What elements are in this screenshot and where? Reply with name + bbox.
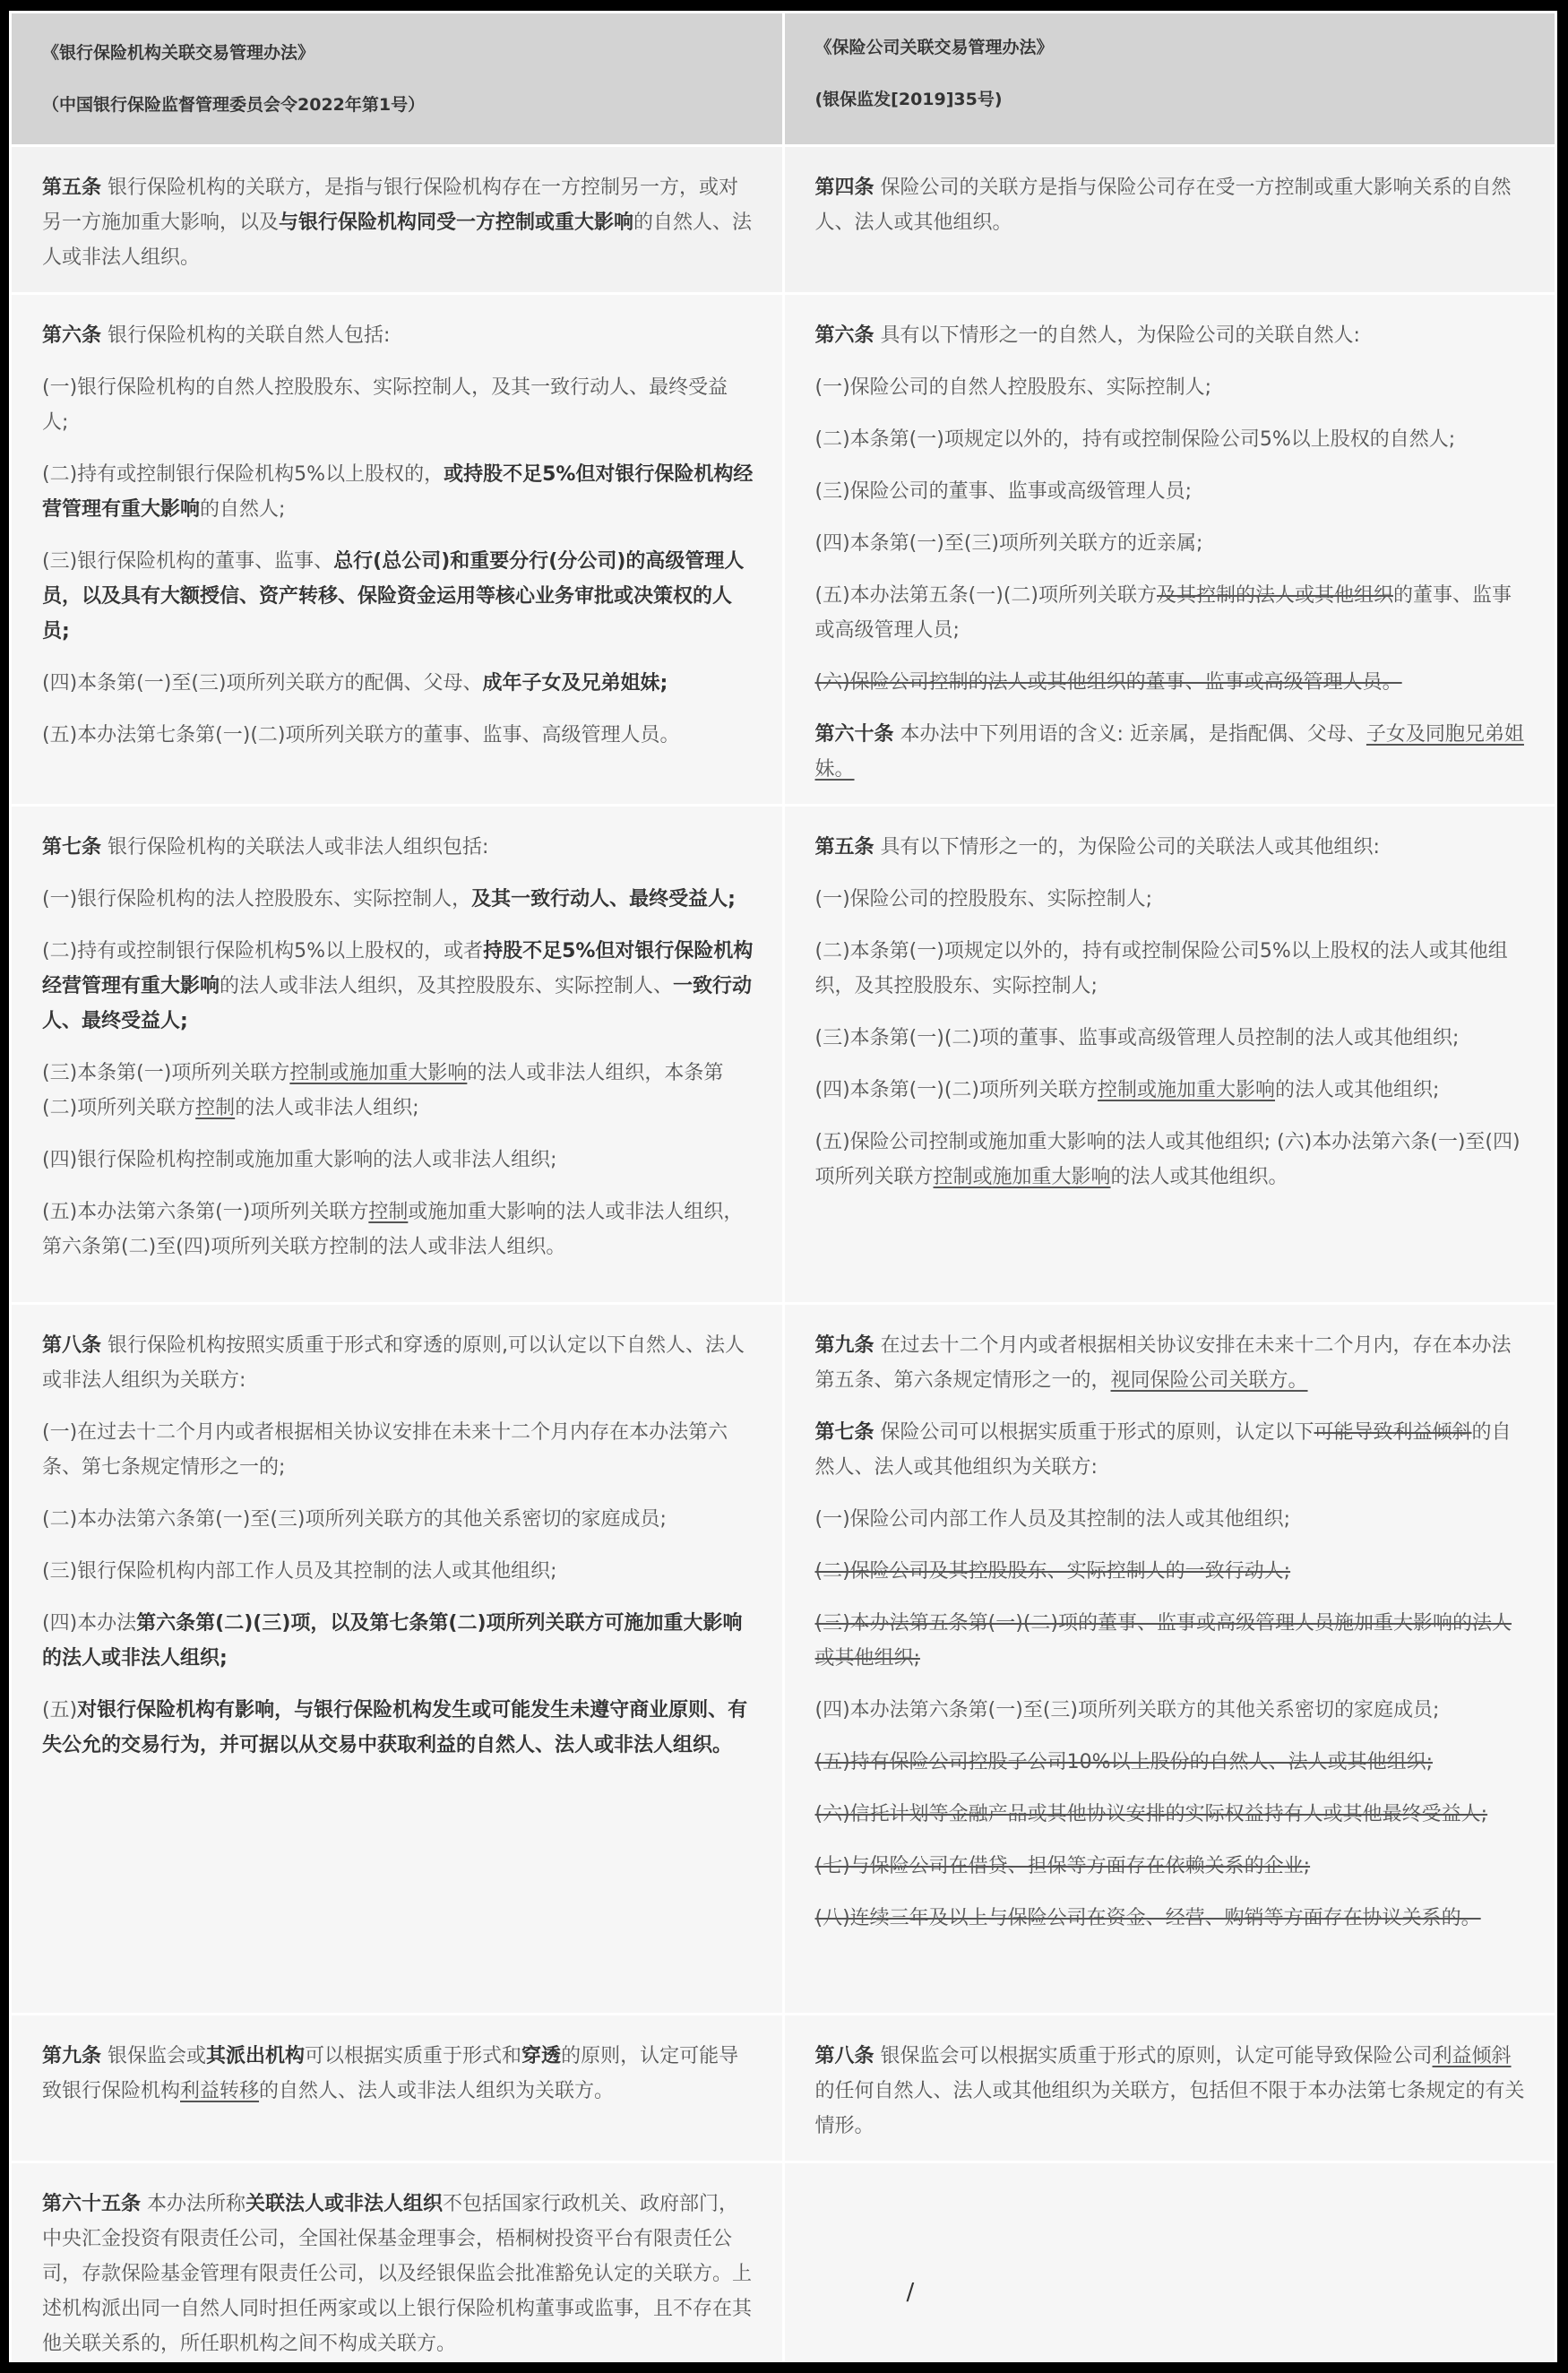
deleted-text: (二)保险公司及其控股股东、实际控制人的一致行动人; [814, 1560, 1291, 1583]
article-number: 第六十五条 [42, 2193, 142, 2215]
bold-text: 对银行保险机构有影响，与银行保险机构发生或可能发生未遵守商业原则、有失公允的交易行为，并可据以从交易中获取利益的自然人、法人或非法人组织。 [42, 1699, 748, 1756]
text: (五)保险公司控制或施加重大影响的法人或其他组织; (六)本办法第六条(一)至(四)项所列关联方 [814, 1131, 1521, 1188]
underlined-text: 利益转移 [180, 2080, 260, 2102]
item-paragraph [42, 666, 754, 701]
text: 在过去十二个月内或者根据相关协议安排在未来十二个月内，存在本办法第五条、第六条规定情形之一的， [814, 1334, 1512, 1392]
text: (一)在过去十二个月内或者根据相关协议安排在未来十二个月内存在本办法第六条、第七条规定情形之一的; [42, 1421, 728, 1479]
text: 的任何自然人、法人或其他组织为关联方，包括但不限于本办法第七条规定的有关情形。 [814, 2080, 1525, 2137]
bold-text: 及其一致行动人、最终受益人; [471, 888, 736, 910]
item-paragraph [42, 1693, 754, 1763]
text: 的自然人; [200, 498, 286, 521]
text: (一)保险公司的自然人控股股东、实际控制人; [814, 376, 1212, 399]
article-number: 第七条 [42, 836, 102, 859]
article-paragraph [815, 1415, 1527, 1485]
text: 银行保险机构的关联法人或非法人组织包括: [101, 836, 489, 859]
article-paragraph [815, 2039, 1527, 2144]
underlined-text: 控制或施加重大影响 [289, 1062, 468, 1084]
text: (四)本条第(一)至(三)项所列关联方的近亲属; [814, 532, 1203, 555]
text: 的自然人、法人或非法人组织为关联方。 [259, 2080, 615, 2102]
article-number: 第六条 [814, 324, 874, 347]
underlined-text: 控制 [195, 1097, 236, 1119]
article-paragraph [815, 318, 1527, 353]
text: 保险公司的关联方是指与保险公司存在受一方控制或重大影响关系的自然人、法人或其他组织。 [814, 177, 1512, 234]
text: 不包括国家行政机关、政府部门，中央汇金投资有限责任公司，全国社保基金理事会，梧桐树投资平台有限责任公司，存款保险基金管理有限责任公司，以及经银保监会批准豁免认定的关联方。上述机构派出同一自然人同时担任两家或以上银行保险机构董事或监事，且不存在其他关联关系的，所任职机构之间不构成关联方。 [42, 2193, 753, 2355]
left-cell [12, 147, 782, 292]
text: 可以根据实质重于形式和 [305, 2045, 522, 2067]
text: 的原则，认定可能导致银行保险机构 [42, 2045, 739, 2102]
item-paragraph-deleted [815, 1901, 1527, 1936]
right-regulation-title: 《保险公司关联交易管理办法》 [814, 38, 1054, 57]
article-paragraph [42, 1328, 754, 1398]
text: (三)银行保险机构内部工作人员及其控制的法人或其他组织; [42, 1560, 557, 1583]
bold-text: 与银行保险机构同受一方控制或重大影响 [279, 211, 634, 234]
article-paragraph [42, 2187, 754, 2361]
text: (四)本条第(一)至(三)项所列关联方的配偶、父母、 [42, 672, 483, 695]
item-paragraph [42, 1143, 754, 1178]
deleted-text: 可能导致利益倾斜 [1314, 1421, 1472, 1444]
item-paragraph-deleted [815, 1849, 1527, 1884]
article-number: 第九条 [814, 1334, 874, 1357]
article-paragraph [42, 170, 754, 275]
item-paragraph [815, 578, 1527, 648]
item-paragraph [42, 457, 754, 527]
text: 的法人或非法人组织，及其控股股东、实际控制人、 [220, 975, 674, 997]
item-paragraph [815, 526, 1527, 561]
item-paragraph [42, 370, 754, 440]
underlined-text: 控制或施加重大影响 [933, 1166, 1111, 1188]
text: (二)持有或控制银行保险机构5%以上股权的， [42, 463, 444, 486]
text: (一)保险公司的控股股东、实际控制人; [814, 888, 1153, 910]
left-cell [12, 295, 782, 804]
text: 银行保险机构按照实质重于形式和穿透的原则,可以认定以下自然人、法人或非法人组织为关联方: [42, 1334, 745, 1392]
bold-text: 一致行动人、最终受益人; [42, 975, 753, 1032]
text: (四)本条第(一)(二)项所列关联方 [814, 1079, 1098, 1101]
text: (二)本条第(一)项规定以外的，持有或控制保险公司5%以上股权的法人或其他组织，及其控股股东、实际控制人; [814, 940, 1508, 997]
text: 的法人或非法人组织; [235, 1097, 419, 1119]
text: (四)本办法 [42, 1612, 137, 1635]
article-number: 第九条 [42, 2045, 102, 2067]
article-number: 第八条 [42, 1334, 102, 1357]
bold-text: 或持股不足5%但对银行保险机构经营管理有重大影响 [42, 463, 754, 521]
text: 的法人或其他组织。 [1110, 1166, 1288, 1188]
text: 本办法所称 [141, 2193, 246, 2215]
bold-text: 其派出机构 [206, 2045, 306, 2067]
item-paragraph [815, 1073, 1527, 1108]
item-paragraph [815, 422, 1527, 457]
deleted-text: (六)保险公司控制的法人或其他组织的董事、监事或高级管理人员。 [814, 671, 1402, 694]
text: 的自然人、法人或非法人组织。 [42, 211, 753, 269]
text: (一)保险公司内部工作人员及其控制的法人或其他组织; [814, 1508, 1291, 1531]
article-number: 第六十条 [814, 723, 894, 746]
item-paragraph [42, 1415, 754, 1485]
item-paragraph [42, 1606, 754, 1676]
left-cell [12, 807, 782, 1302]
item-paragraph [815, 934, 1527, 1004]
text: (四)银行保险机构控制或施加重大影响的法人或非法人组织; [42, 1149, 557, 1171]
text: (一)银行保险机构的法人控股股东、实际控制人， [42, 888, 472, 910]
article-paragraph [42, 318, 754, 353]
table-row [12, 295, 1555, 804]
item-paragraph [42, 718, 754, 753]
text: 的法人或非法人组织，本条第(二)项所列关联方 [42, 1062, 724, 1119]
bold-text: 持股不足5%但对银行保险机构经营管理有重大影响 [42, 940, 754, 997]
right-cell [785, 147, 1555, 292]
text: (四)本办法第六条第(一)至(三)项所列关联方的其他关系密切的家庭成员; [814, 1699, 1440, 1722]
right-cell [785, 295, 1555, 804]
article-number: 第八条 [814, 2045, 874, 2067]
right-cell [785, 807, 1555, 1302]
text: 银行保险机构的关联方，是指与银行保险机构存在一方控制另一方，或对另一方施加重大影响，以及 [42, 177, 739, 234]
right-cell [785, 1305, 1555, 2013]
left-regulation-number: （中国银行保险监督管理委员会令2022年第1号） [42, 95, 426, 115]
article-paragraph [42, 830, 754, 865]
right-cell [785, 2015, 1555, 2161]
text: (三)保险公司的董事、监事或高级管理人员; [814, 480, 1193, 503]
left-cell [12, 2015, 782, 2161]
bold-text: 成年子女及兄弟姐妹; [482, 672, 668, 695]
item-paragraph [42, 934, 754, 1039]
text: (一)银行保险机构的自然人控股股东、实际控制人，及其一致行动人、最终受益人; [42, 376, 728, 434]
item-paragraph [815, 882, 1527, 917]
text: (五) [42, 1699, 78, 1722]
article-number: 第六条 [42, 324, 102, 347]
text: 具有以下情形之一的自然人，为保险公司的关联自然人: [874, 324, 1360, 347]
text: 本办法中下列用语的含义: 近亲属，是指配偶、父母、 [893, 723, 1366, 746]
right-cell-empty [785, 2163, 1555, 2362]
bold-text: 第六条第(二)(三)项，以及第七条第(二)项所列关联方可施加重大影响的法人或非法人组织; [42, 1612, 743, 1670]
item-paragraph-deleted [815, 1554, 1527, 1589]
deleted-text: (三)本办法第五条第(一)(二)项的董事、监事或高级管理人员施加重大影响的法人或其他组织; [814, 1612, 1512, 1670]
article-number: 第四条 [814, 177, 874, 199]
text: 的自然人、法人或其他组织为关联方: [814, 1421, 1512, 1479]
deleted-text: 及其控制的法人或其他组织 [1157, 584, 1394, 607]
text: (二)持有或控制银行保险机构5%以上股权的，或者 [42, 940, 484, 962]
item-paragraph-deleted [815, 665, 1527, 700]
text: (三)本条第(一)(二)项的董事、监事或高级管理人员控制的法人或其他组织; [814, 1027, 1460, 1049]
bold-text: 总行(总公司)和重要分行(分公司)的高级管理人员，以及具有大额授信、资产转移、保险资金运用等核心业务审批或决策权的人员; [42, 550, 745, 643]
item-paragraph [42, 1554, 754, 1589]
text: (五)本办法第七条第(一)(二)项所列关联方的董事、监事、高级管理人员。 [42, 724, 680, 746]
deleted-text: (八)连续三年及以上与保险公司在资金、经营、购销等方面存在协议关系的。 [814, 1907, 1481, 1929]
text: (五)本办法第六条第(一)项所列关联方 [42, 1201, 369, 1223]
item-paragraph-deleted [815, 1797, 1527, 1832]
deleted-text: (五)持有保险公司控股子公司10%以上股份的自然人、法人或其他组织; [814, 1751, 1433, 1773]
text: 或施加重大影响的法人或非法人组织，第六条第(二)至(四)项所列关联方控制的法人或非法人组织。 [42, 1201, 744, 1258]
deleted-text: (六)信托计划等金融产品或其他协议安排的实际权益持有人或其他最终受益人; [814, 1803, 1488, 1825]
bold-text: 穿透 [521, 2045, 562, 2067]
article-paragraph [42, 2039, 754, 2109]
item-paragraph [42, 544, 754, 649]
text: (三)本条第(一)项所列关联方 [42, 1062, 290, 1084]
item-paragraph [815, 370, 1527, 405]
item-paragraph-deleted [815, 1606, 1527, 1676]
regulation-comparison-table [9, 11, 1557, 2362]
table-row [12, 1305, 1555, 2013]
document-page [9, 11, 1557, 2362]
table-row [12, 807, 1555, 1302]
article-paragraph [815, 717, 1527, 787]
text: 的董事、监事或高级管理人员; [814, 584, 1512, 642]
header-left-regulation [12, 13, 782, 144]
text: (三)银行保险机构的董事、监事、 [42, 550, 334, 573]
text: (二)本办法第六条第(一)至(三)项所列关联方的其他关系密切的家庭成员; [42, 1508, 667, 1531]
article-paragraph [815, 830, 1527, 865]
text: 的法人或其他组织; [1275, 1079, 1440, 1101]
underlined-text: 控制 [368, 1201, 409, 1223]
left-cell [12, 1305, 782, 2013]
text: 银行保险机构的关联自然人包括: [101, 324, 391, 347]
left-regulation-title: 《银行保险机构关联交易管理办法》 [42, 43, 315, 63]
underlined-text: 利益倾斜 [1432, 2045, 1512, 2067]
text: (五)本办法第五条(一)(二)项所列关联方 [814, 584, 1157, 607]
item-paragraph [815, 1693, 1527, 1728]
text: 银保监会可以根据实质重于形式的原则，认定可能导致保险公司 [874, 2045, 1433, 2067]
deleted-text: (七)与保险公司在借贷、担保等方面存在依赖关系的企业; [814, 1855, 1311, 1877]
table-row [12, 2163, 1555, 2362]
not-applicable-mark: / [906, 2279, 915, 2306]
text: 银保监会或 [101, 2045, 207, 2067]
table-row [12, 147, 1555, 292]
item-paragraph [42, 1056, 754, 1126]
item-paragraph [815, 1502, 1527, 1537]
underlined-text: 控制或施加重大影响 [1098, 1079, 1276, 1101]
item-paragraph-deleted [815, 1745, 1527, 1780]
header-right-regulation [785, 13, 1555, 144]
article-paragraph [815, 170, 1527, 240]
text: 保险公司可以根据实质重于形式的原则，认定以下 [874, 1421, 1314, 1444]
text: 具有以下情形之一的，为保险公司的关联法人或其他组织: [874, 836, 1380, 859]
item-paragraph [815, 1125, 1527, 1195]
left-cell [12, 2163, 782, 2362]
table-header-row [12, 13, 1555, 144]
item-paragraph [42, 1195, 754, 1264]
item-paragraph [815, 474, 1527, 509]
bold-text: 关联法人或非法人组织 [246, 2193, 444, 2215]
underlined-text: 子女及同胞兄弟姐妹。 [814, 723, 1524, 781]
table-row [12, 2015, 1555, 2161]
article-number: 第五条 [814, 836, 874, 859]
underlined-text: 视同保险公司关联方。 [1110, 1369, 1308, 1392]
item-paragraph [815, 1021, 1527, 1056]
item-paragraph [42, 882, 754, 917]
item-paragraph [42, 1502, 754, 1537]
text: (二)本条第(一)项规定以外的，持有或控制保险公司5%以上股权的自然人; [814, 428, 1456, 451]
article-paragraph [815, 1328, 1527, 1398]
right-regulation-number: (银保监发[2019]35号) [814, 90, 1003, 109]
article-number: 第七条 [814, 1421, 874, 1444]
article-number: 第五条 [42, 177, 102, 199]
